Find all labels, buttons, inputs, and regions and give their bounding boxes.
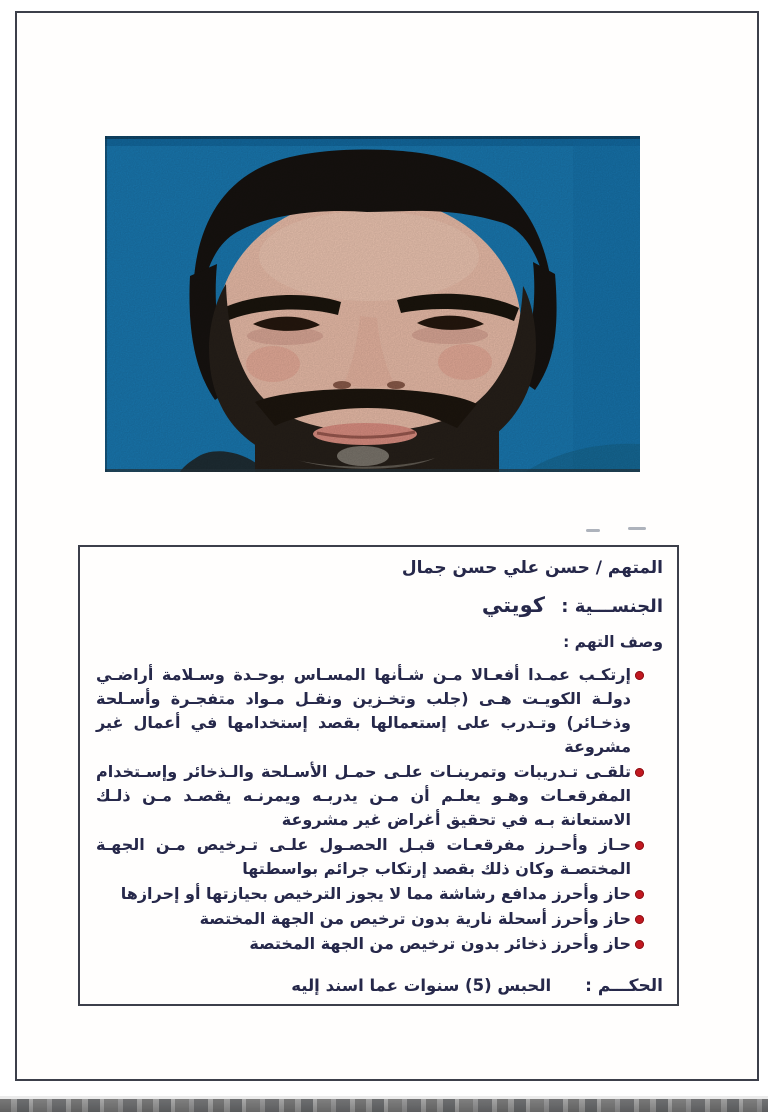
charge-item	[96, 932, 631, 956]
charge-text: إرتكـب عمـدا أفعـالا مـن شـأنها المسـاس بوحـدة وسـلامة أراضـي دولـة الكويـت هـى (جلب وتخـزين ونقـل مـواد متفجـرة وأسـلحة وذخـائر) وتـدرب على إستعمالها بقصد إستخدامها في أعمال غير مشروعة	[96, 665, 631, 756]
bullet-dot-icon	[635, 940, 644, 949]
charge-text: حـاز وأحـرز مفرقعـات قبـل الحصـول علـى تـرخيص مـن الجهـة المختصـة وكان ذلك بقصد إرتكاب جرائم بواسطتها	[96, 835, 631, 878]
charge-item	[96, 663, 631, 759]
scan-edge-artifact	[0, 1096, 768, 1112]
charges-list	[80, 663, 677, 956]
verdict-label: الحكـــم :	[585, 976, 663, 996]
charge-item	[96, 833, 631, 881]
charge-item	[96, 882, 631, 906]
bullet-dot-icon	[635, 915, 644, 924]
bullet-dot-icon	[635, 841, 644, 850]
nationality-line	[94, 591, 663, 621]
bullet-dot-icon	[635, 768, 644, 777]
suspect-info-box	[78, 545, 679, 1006]
suspect-photo	[105, 136, 640, 472]
charge-text: تلقـى تـدريبات وتمرينـات علـى حمـل الأسـلحة والـذخائر وإسـتخدام المفرقعـات وهـو يعلـم أن مـن يدربـه ويمرنـه يقصـد مـن ذلـك الاستعانة بـه في تحقيق أغراض غير مشروعة	[96, 762, 631, 829]
suspect-name-line: المتهم / حسن علي حسن جمال	[401, 558, 663, 578]
charge-text: حاز وأحرز ذخائر بدون ترخيص من الجهة المختصة	[249, 934, 631, 953]
charge-item	[96, 907, 631, 931]
verdict-value: الحبس (5) سنوات عما اسند إليه	[291, 976, 552, 995]
scan-smudge	[628, 527, 646, 530]
scan-smudge	[586, 529, 600, 532]
charge-text: حاز وأحرز مدافع رشاشة مما لا يجوز الترخيص بحيازتها أو إحرازها	[120, 884, 631, 903]
bullet-dot-icon	[635, 890, 644, 899]
portrait-svg	[105, 136, 640, 472]
charge-text: حاز وأحرز أسحلة نارية بدون ترخيص من الجهة المختصة	[199, 909, 631, 928]
nationality-value: كويتي	[481, 593, 545, 617]
verdict-line	[94, 974, 663, 998]
charges-section-label: وصف التهم :	[563, 633, 663, 651]
charge-item	[96, 760, 631, 832]
bullet-dot-icon	[635, 671, 644, 680]
nationality-label: الجنســـية :	[561, 596, 663, 617]
